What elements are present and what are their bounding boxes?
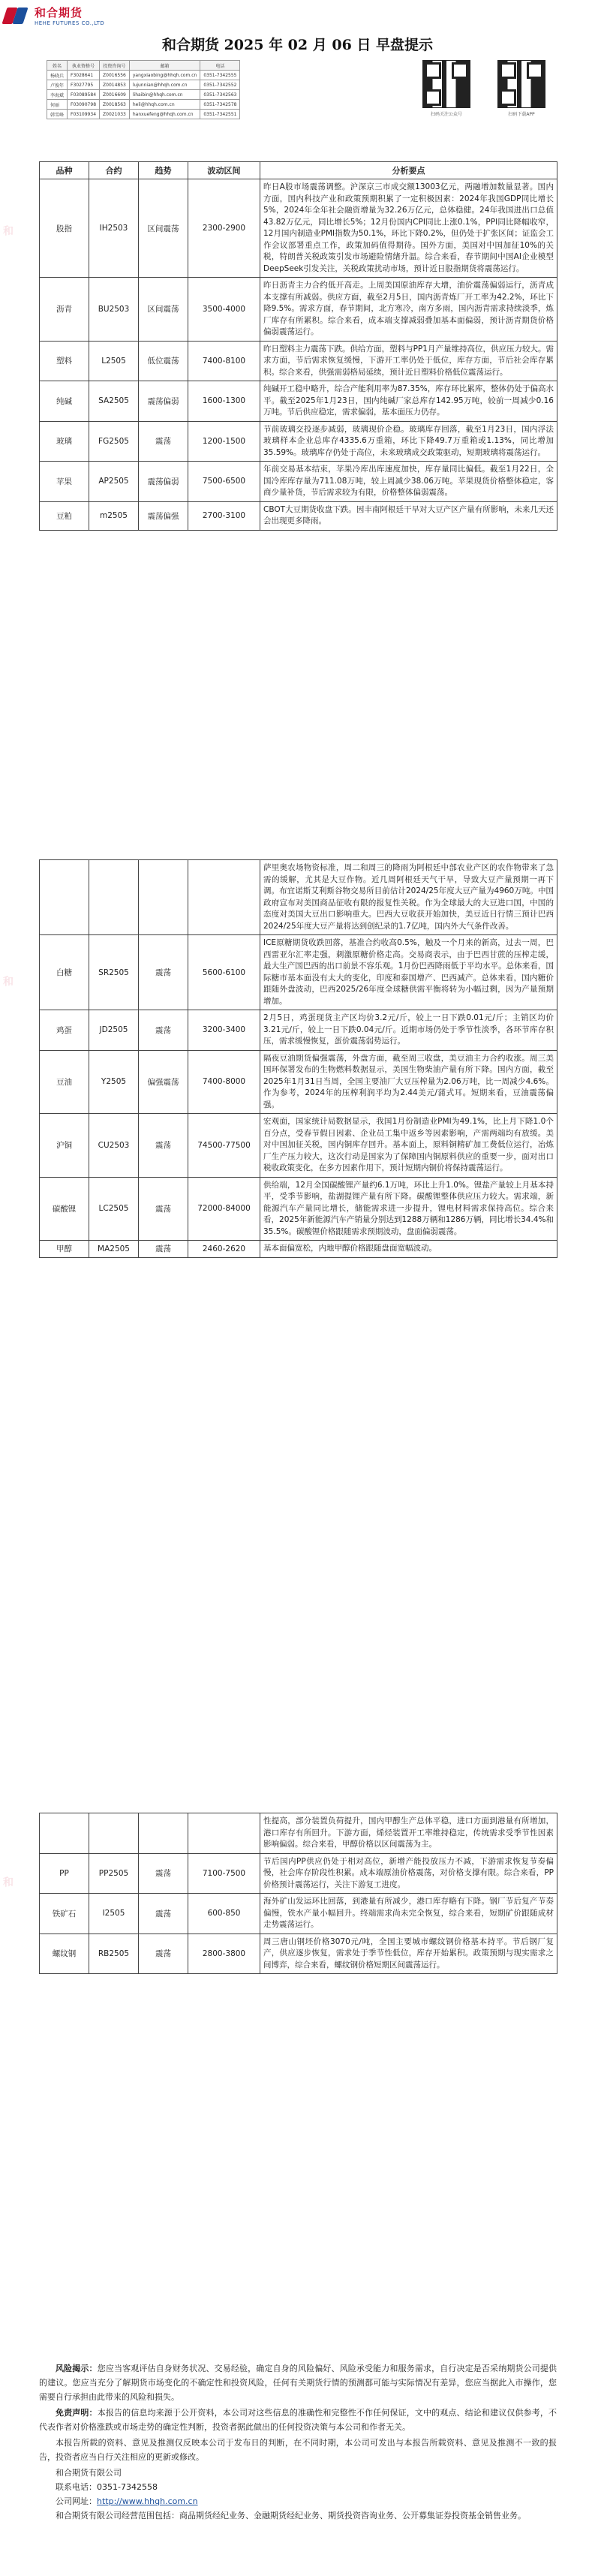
table-row (40, 1853, 557, 1894)
cell-analysis: 性提高，部分装置负荷提升，国内甲醇生产总体平稳，进口方面到港量有所增加，港口库存有所回升。下游方面，烯烃装置开工率维持稳定，传统需求受季节性因素影响偏弱。综合来看，甲醇价格以区间震荡为主。 (260, 1813, 557, 1854)
cell-trend (139, 1813, 188, 1854)
qr-code-icon (497, 60, 545, 108)
table-header-cell: 合约 (89, 162, 139, 179)
analyst-cell: F3028641 (68, 71, 100, 80)
table-row (40, 381, 557, 422)
cell-variety: 碳酸锂 (40, 1177, 89, 1241)
cell-range (188, 1813, 260, 1854)
qr-app (495, 60, 548, 117)
cell-range: 3500-4000 (188, 278, 260, 342)
cell-range: 3200-3400 (188, 1010, 260, 1051)
analyst-header-cell: 姓名 (47, 61, 68, 71)
analyst-row (47, 110, 240, 119)
analyst-cell: F3027795 (68, 80, 100, 90)
cell-contract: SR2505 (89, 935, 139, 1010)
analyst-cell: 何丽 (47, 100, 68, 110)
table-row (40, 1813, 557, 1854)
cell-trend: 震荡 (139, 1177, 188, 1241)
table-row (40, 462, 557, 502)
cell-range: 2800-3800 (188, 1934, 260, 1974)
company-site (39, 2494, 557, 2508)
cell-contract (89, 860, 139, 935)
cell-analysis: 周三唐山钢坯价格3070元/吨，全国主要城市螺纹钢价格基本持平。节后钢厂复产，供应逐步恢复，需求处于季节性低位，库存开始累积。政策预期与现实需求之间博弈，综合来看，螺纹钢价格短期区间震荡运行。 (260, 1934, 557, 1974)
analyst-cell: lujunnian@hhqh.com.cn (129, 80, 200, 90)
analyst-header-cell: 投资咨询号 (100, 61, 130, 71)
cell-analysis: 昨日塑料主力震荡下跌。供给方面，塑料与PP1月产量维持高位，供应压力较大。需求方面，节后需求恢复缓慢，下游开工率仍处于低位，库存方面，节后社会库存累积。综合来看，供强需弱格局延续，预计近日塑料价格低位震荡运行。 (260, 341, 557, 381)
table-row (40, 1894, 557, 1934)
analyst-cell: 0351-7342551 (200, 110, 240, 119)
cell-variety: 豆油 (40, 1050, 89, 1114)
table-row (40, 341, 557, 381)
analyst-row (47, 80, 240, 90)
cell-variety: 塑料 (40, 341, 89, 381)
analyst-cell: yangxiaobing@hhqh.com.cn (129, 71, 200, 80)
table-row (40, 179, 557, 278)
analyst-cell: 0351-7342578 (200, 100, 240, 110)
free-label: 免责声明： (56, 2408, 98, 2418)
analyst-header-cell: 执业资格号 (68, 61, 100, 71)
cell-contract: FG2505 (89, 421, 139, 462)
cell-variety: PP (40, 1853, 89, 1894)
cell-analysis: 2月5日，鸡蛋现货主产区均价3.2元/斤，较上一日下跌0.01元/斤；主销区均价3.21元/斤，较上一日下跌0.04元/斤。近期市场仍处于季节性淡季，各环节库存积压，需求缓慢恢复，蛋价震荡弱势运行。 (260, 1010, 557, 1051)
analyst-cell: 杨晓兵 (47, 71, 68, 80)
cell-contract: RB2505 (89, 1934, 139, 1974)
strategy-table-3 (39, 1813, 557, 1974)
site-label: 公司网址： (56, 2496, 97, 2506)
table-row (40, 501, 557, 530)
cell-trend: 震荡 (139, 421, 188, 462)
cell-contract: m2505 (89, 501, 139, 530)
cell-contract: L2505 (89, 341, 139, 381)
cell-trend: 偏强震荡 (139, 1050, 188, 1114)
watermark: 和 (2, 225, 14, 236)
strategy-table-2 (39, 859, 557, 1258)
watermark: 和 (2, 1876, 14, 1887)
cell-variety: 铁矿石 (40, 1894, 89, 1934)
cell-trend: 震荡 (139, 1853, 188, 1894)
watermark: 和 (2, 976, 14, 986)
table-row (40, 1177, 557, 1241)
table-row (40, 1010, 557, 1051)
cell-range: 1600-1300 (188, 381, 260, 422)
analyst-cell: F03089584 (68, 90, 100, 100)
cell-contract: I2505 (89, 1894, 139, 1934)
cell-range: 5600-6100 (188, 935, 260, 1010)
analyst-cell: Z0014853 (100, 80, 130, 90)
qr-label: 扫码下载APP (508, 112, 535, 117)
table-header-cell: 趋势 (139, 162, 188, 179)
cell-variety: 纯碱 (40, 381, 89, 422)
analyst-cell: Z0016609 (100, 90, 130, 100)
analyst-cell: 李海斌 (47, 90, 68, 100)
cell-trend: 震荡 (139, 1241, 188, 1258)
cell-contract: SA2505 (89, 381, 139, 422)
cell-contract: PP2505 (89, 1853, 139, 1894)
analyst-row (47, 90, 240, 100)
cell-trend: 区间震荡 (139, 179, 188, 278)
cell-trend: 区间震荡 (139, 278, 188, 342)
cell-trend: 震荡 (139, 1894, 188, 1934)
table-row (40, 1934, 557, 1974)
brand-logo (3, 5, 104, 26)
cell-range (188, 860, 260, 935)
company-name: 和合期货有限公司 (56, 2468, 122, 2478)
cell-variety: 豆粕 (40, 501, 89, 530)
cell-analysis: 隔夜豆油期货偏强震荡，外盘方面，截至周三收盘，美豆油主力合约收涨。周三美国环保署发布的生物燃料数据显示，美国生物柴油产量有所下降。国内方面，截至2025年1月31日当周，全国主要油厂大豆压榨量为2.06万吨，比一周减少4.6%。作为参考，2024年的压榨利润平均为2.44美元/蒲式耳。短期来看，豆油震荡偏强。 (260, 1050, 557, 1114)
table-row (40, 860, 557, 935)
qr-wechat (420, 60, 473, 117)
company-site-link[interactable]: http://www.hhqh.com.cn (97, 2496, 198, 2506)
cell-range: 600-850 (188, 1894, 260, 1934)
cell-trend: 震荡 (139, 935, 188, 1010)
analyst-cell: Z0018563 (100, 100, 130, 110)
cell-analysis: 昨日沥青主力合约低开高走。上周美国原油库存大增，油价震荡偏弱运行，沥青成本支撑有所减弱。供应方面，截至2月5日，国内沥青炼厂开工率为42.2%，环比下降9.5%。需求方面，春节期间，北方寒冷，南方多雨，国内沥青需求持续淡季，炼厂库存有所累积。综合来看，成本端支撑减弱叠加基本面偏弱，预计沥青期货价格偏弱震荡运行。 (260, 278, 557, 342)
cell-variety: 苹果 (40, 462, 89, 502)
free-text: 本报告的信息均来源于公开资料，本公司对这些信息的准确性和完整性不作任何保证，文中的观点、结论和建议仅供参考，不代表作者对价格涨跌或市场走势的确定性判断，投资者据此做出的任何投资决策与本公司和作者无关。 (39, 2408, 557, 2432)
cell-analysis: 纯碱开工稳中略升，综合产能利用率为87.35%，库存环比累库，整体仍处于偏高水平。截至2025年1月23日，国内纯碱厂家总库存142.95万吨，较前一周减少0.16万吨。节后供应稳定，需求偏弱，基本面压力仍存。 (260, 381, 557, 422)
cell-contract (89, 1813, 139, 1854)
cell-variety: 股指 (40, 179, 89, 278)
cell-trend: 震荡 (139, 1934, 188, 1974)
table-row (40, 935, 557, 1010)
table-header-cell: 品种 (40, 162, 89, 179)
cell-analysis: 昨日A股市场震荡调整。沪深京三市成交额13003亿元，两融增加数量显著。国内方面，国内科技产业和政策预期积累了一定积极因素：2024年我国GDP同比增长5%，2024年全年社会融资增量为32.26万亿元，总体稳健。24年我国进出口总值43.82万亿元，同比增长5%；12月份国内CPI同比上涨0.1%，PPI同比降幅收窄，12月国内制造业PMI指数为50.1%，环比下降0.2%，但仍处于扩张区间；证监会工作会议部署重点工作，政策加码值得期待。国外方面，美国对中国加征10%的关税，特朗普关税政策引发市场避险情绪升温。综合来看，春节期间中国AI企业模型DeepSeek引发关注，关税政策扰动市场，预计近日股指期货将震荡运行。 (260, 179, 557, 278)
cell-analysis: 宏观面，国家统计局数据显示，我国1月份制造业PMI为49.1%，比上月下降1.0个百分点，受春节假日因素、企业员工集中返乡等因素影响，产需两端均有放缓。美对中国加征关税，国内铜库存回升。基本面上，原料铜精矿加工费低位运行，冶炼厂生产压力较大，这次行动是国家为了保障国内铜原料供应的重要一步，面对出口税收政策变化，在多方因素作用下，预计短期内铜价将保持震荡运行。 (260, 1114, 557, 1178)
cell-variety: 鸡蛋 (40, 1010, 89, 1051)
cell-analysis: 供给端，12月全国碳酸锂产量约6.1万吨，环比上升1.0%。锂盐产量较上月基本持平，受季节影响，盐湖提锂产量有所下降。碳酸锂整体供应压力较大。需求端，新能源汽车产量同比增长，储能需求进一步提升，锂电材料需求保持高位。综合来看，2025年新能源汽车产销量分别达到1288万辆和1286万辆，同比增长34.4%和35.5%。碳酸锂价格跟随需求预期波动，盘面偏弱震荡。 (260, 1177, 557, 1241)
cell-range: 7400-8000 (188, 1050, 260, 1114)
logo-icon (3, 6, 30, 26)
table-row (40, 1114, 557, 1178)
cell-trend: 震荡 (139, 1114, 188, 1178)
brand-name: 和合期货 (35, 6, 83, 20)
analyst-row (47, 100, 240, 110)
cell-contract: BU2503 (89, 278, 139, 342)
cell-contract: CU2503 (89, 1114, 139, 1178)
cell-range: 7100-7500 (188, 1853, 260, 1894)
section-3 (39, 1813, 557, 1974)
section-2 (39, 859, 557, 1258)
analyst-cell: lihaibin@hhqh.com.cn (129, 90, 200, 100)
cell-analysis: 年前交易基本结束，苹果冷库出库速度加快，库存量同比偏低。截至1月22日，全国冷库库存量为711.08万吨，较上周减少38.06万吨。苹果现货价格整体稳定，客商少量补货，节后需求较为有限，价格整体偏弱震荡。 (260, 462, 557, 502)
risk-text: 您应当客观评估自身财务状况、交易经验，确定自身的风险偏好、风险承受能力和服务需求，自行决定是否采纳期货公司提供的建议。您应当充分了解期货市场变化的不确定性和投资风险，任何有关期货行情的预测都可能与实际情况有差异，您应当据此入市操作，您需要自行承担由此带来的风险和损失。 (39, 2364, 557, 2402)
analyst-cell: 0351-7342555 (200, 71, 240, 80)
cell-trend: 震荡偏弱 (139, 462, 188, 502)
cell-range: 2460-2620 (188, 1241, 260, 1258)
analyst-cell: 卢俊年 (47, 80, 68, 90)
analyst-cell: Z0016556 (100, 71, 130, 80)
risk-paragraph (39, 2361, 557, 2404)
cell-range: 72000-84000 (188, 1177, 260, 1241)
table-header-cell: 波动区间 (188, 162, 260, 179)
brand-name-en: HEHE FUTURES CO.,LTD (35, 20, 105, 26)
analyst-cell: 韩雪峰 (47, 110, 68, 119)
cell-variety: 螺纹钢 (40, 1934, 89, 1974)
cell-range: 2700-3100 (188, 501, 260, 530)
cell-trend (139, 860, 188, 935)
analyst-cell: F03109934 (68, 110, 100, 119)
page-title: 和合期货 2025 年 02 月 06 日 早盘提示 (161, 37, 434, 53)
strategy-table-1 (39, 161, 557, 531)
analyst-table (47, 60, 240, 119)
cell-variety (40, 860, 89, 935)
cell-contract: IH2503 (89, 179, 139, 278)
cell-range: 2300-2900 (188, 179, 260, 278)
business-scope: 和合期货有限公司经营范围包括：商品期货经纪业务、金融期货经纪业务、期货投资咨询业务、公开募集证券投资基金销售业务。 (56, 2511, 526, 2520)
cell-trend: 震荡 (139, 1010, 188, 1051)
cell-contract: AP2505 (89, 462, 139, 502)
cell-range: 74500-77500 (188, 1114, 260, 1178)
cell-analysis: 节后国内PP供应仍处于相对高位，新增产能投放压力不减，下游需求恢复节奏偏慢，社会库存阶段性积累。成本端原油价格震荡，对价格支撑有限。综合来看，PP价格预计震荡运行，关注下游复工进度。 (260, 1853, 557, 1894)
cell-analysis: 基本面偏宽松，内地甲醇价格跟随盘面宽幅波动。 (260, 1241, 557, 1258)
cell-contract: LC2505 (89, 1177, 139, 1241)
cell-variety: 甲醇 (40, 1241, 89, 1258)
cell-contract: Y2505 (89, 1050, 139, 1114)
copyright-text: 本报告所载的资料、意见及推测仅反映本公司于发布日的判断，在不同时期，本公司可发出与本报告所载资料、意见及推测不一致的报告，投资者应当自行关注相应的更新或修改。 (39, 2438, 557, 2462)
qr-label: 扫码关注公众号 (430, 112, 462, 117)
analyst-cell: heli@hhqh.com.cn (129, 100, 200, 110)
cell-variety: 白糖 (40, 935, 89, 1010)
analyst-cell: Z0021033 (100, 110, 130, 119)
cell-variety (40, 1813, 89, 1854)
cell-trend: 低位震荡 (139, 341, 188, 381)
risk-label: 风险揭示： (56, 2364, 98, 2373)
cell-analysis: 海外矿山发运环比回落，到港量有所减少，港口库存略有下降。钢厂节后复产节奏偏慢，铁水产量小幅回升。终端需求尚未完全恢复，综合来看，短期矿价跟随成材走势震荡运行。 (260, 1894, 557, 1934)
analyst-cell: 0351-7342552 (200, 80, 240, 90)
section-1 (39, 161, 557, 531)
analyst-cell: hanxuefeng@hhqh.com.cn (129, 110, 200, 119)
qr-code-icon (422, 60, 470, 108)
analyst-header-cell: 邮箱 (129, 61, 200, 71)
analyst-cell: 0351-7342563 (200, 90, 240, 100)
cell-range: 7400-8100 (188, 341, 260, 381)
analyst-cell: F03090798 (68, 100, 100, 110)
cell-trend: 震荡偏弱 (139, 381, 188, 422)
cell-range: 7500-6500 (188, 462, 260, 502)
cell-analysis: 节前玻璃交投逐步减弱，玻璃现价企稳。玻璃库存回落，截至1月23日，国内浮法玻璃样本企业总库存4335.6万重箱，环比下降49.7万重箱或1.13%，同比增加35.59%。玻璃库存仍处于高位，未来玻璃成交政策驱动，短期玻璃将震荡运行。 (260, 421, 557, 462)
analyst-header-cell: 电话 (200, 61, 240, 71)
table-row (40, 1050, 557, 1114)
table-row (40, 421, 557, 462)
cell-contract: JD2505 (89, 1010, 139, 1051)
cell-variety: 沥青 (40, 278, 89, 342)
cell-variety: 沪铜 (40, 1114, 89, 1178)
table-row (40, 1241, 557, 1258)
cell-variety: 玻璃 (40, 421, 89, 462)
cell-range: 1200-1500 (188, 421, 260, 462)
table-row (40, 278, 557, 342)
cell-analysis: ICE原糖期货收跌回落，基准合约收高0.5%，触及一个月来的新高，过去一周，巴西雷亚尔汇率走强，刺激原糖价格走高。交易商表示，由于巴西甘蔗的压榨走缓，最大生产国巴西的出口前景不容乐观。1月份巴西降雨低于平均水平。总体来看，国际糖市基本面没有太大的变化，印度和泰国增产、巴西减产。总体来看，国内糖价跟随外盘波动，巴西2025/26年度全球糖供需平衡将转为小幅过剩，因为产量预期增加。 (260, 935, 557, 1010)
cell-contract: MA2505 (89, 1241, 139, 1258)
free-paragraph (39, 2406, 557, 2434)
cell-analysis: 萨里奥农场物资标准，周二和周三的降雨为阿根廷中部农业产区的农作物带来了急需的缓解，尤其是大豆作物。近几周阿根廷天气干旱，导致大豆产量预期一再下调。布宜诺斯艾利斯谷物交易所目前估计2024/25年度大豆产量为4960万吨。中国政府宣布对美国商品征收有限的报复性关税。作为全球最大的大豆进口国，中国的态度对美国大豆出口影响重大。巴西大豆收获开始加快，美豆近日行情三预计巴西2024/25年度大豆产量将达到创纪录的1.7亿吨，国内外大气条件改善。 (260, 860, 557, 935)
company-phone: 联系电话：0351-7342558 (56, 2482, 158, 2492)
disclaimer (39, 2361, 557, 2524)
analyst-row (47, 71, 240, 80)
cell-analysis: CBOT大豆期货收盘下跌。因丰南阿根廷干旱对大豆产区产量有所影响，未来几天还会出现更多降雨。 (260, 501, 557, 530)
cell-trend: 震荡偏强 (139, 501, 188, 530)
table-header-cell: 分析要点 (260, 162, 557, 179)
